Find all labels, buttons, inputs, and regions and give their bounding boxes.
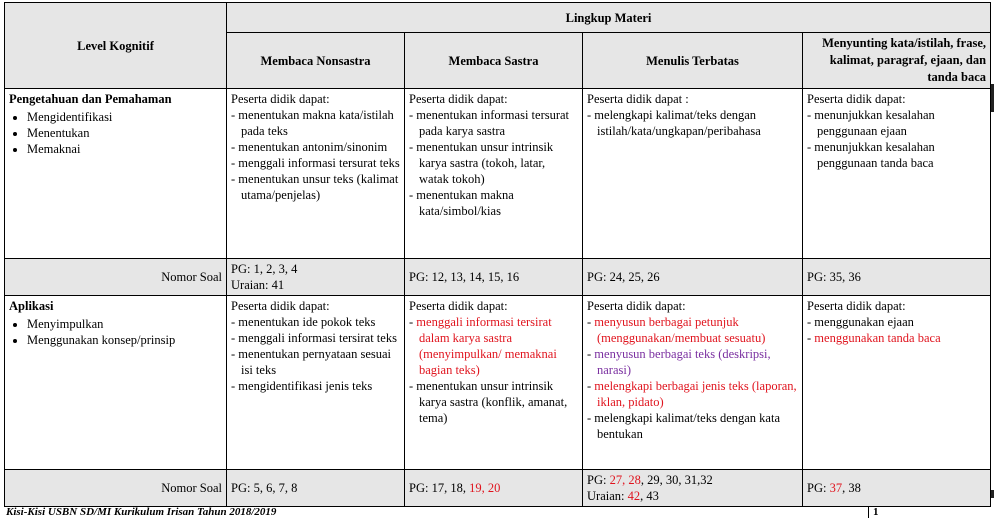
question-numbers: , 38 [842, 481, 861, 495]
level-item: • Menyimpulkan [27, 316, 222, 332]
indicator-text: menggunakan tanda baca [814, 331, 941, 345]
indicator-text: melengkapi berbagai jenis teks (laporan, iklan, pidato) [594, 379, 797, 409]
indicator-text: menggunakan ejaan [814, 315, 914, 329]
materi-cell [227, 296, 405, 470]
nomor-soal-cell [803, 470, 991, 507]
nomor-soal-cell [227, 259, 405, 296]
indicator-list [587, 107, 798, 139]
page-edge-mark [991, 490, 994, 498]
indicator-list [409, 314, 578, 426]
question-numbers: PG: 35, 36 [807, 270, 861, 284]
col-header-membaca-sastra: Membaca Sastra [405, 33, 583, 89]
nomor-soal-cell [227, 470, 405, 507]
indicator-list [587, 314, 798, 442]
indicator-list [409, 107, 578, 219]
materi-cell [405, 296, 583, 470]
indicator-item [587, 314, 798, 346]
lingkup-materi-header: Lingkup Materi [227, 3, 991, 33]
level-kognitif-header: Level Kognitif [5, 3, 227, 89]
indicator-text: menentukan unsur intrinsik karya sastra (konflik, amanat, tema) [416, 379, 568, 425]
content-row [5, 296, 991, 470]
indicator-item [409, 378, 578, 426]
indicator-text: menyusun berbagai petunjuk (menggunakan/membuat sesuatu) [594, 315, 766, 345]
page-edge-mark [991, 84, 994, 112]
question-numbers: 27, 28 [609, 473, 641, 487]
nomor-soal-cell [405, 470, 583, 507]
question-numbers: , 43 [640, 489, 659, 503]
content-row [5, 89, 991, 259]
indicator-text: melengkapi kalimat/teks dengan istilah/kata/ungkapan/peribahasa [594, 108, 761, 138]
indicator-text: menunjukkan kesalahan penggunaan tanda baca [814, 140, 935, 170]
level-cell [5, 296, 227, 470]
question-numbers: PG: [587, 473, 610, 487]
kisi-kisi-table [4, 2, 991, 507]
nomor-soal-row [5, 259, 991, 296]
level-item: • Menentukan [27, 125, 222, 141]
indicator-list [231, 314, 400, 394]
indicator-item [409, 187, 578, 219]
indicator-text: menentukan unsur intrinsik karya sastra (tokoh, latar, watak tokoh) [416, 140, 554, 186]
cell-intro: Peserta didik dapat: [409, 299, 508, 313]
level-title: Pengetahuan dan Pemahaman [9, 92, 172, 106]
question-numbers: PG: 24, 25, 26 [587, 270, 660, 284]
indicator-text: menunjukkan kesalahan penggunaan ejaan [814, 108, 935, 138]
indicator-item [231, 330, 400, 346]
indicator-item [807, 107, 986, 139]
col-header-menulis-terbatas: Menulis Terbatas [583, 33, 803, 89]
indicator-item [231, 155, 400, 171]
indicator-item [807, 314, 986, 330]
indicator-item [409, 107, 578, 139]
nomor-soal-label: Nomor Soal [5, 259, 227, 296]
question-numbers: 37 [829, 481, 843, 495]
question-numbers: PG: [807, 481, 830, 495]
indicator-item [231, 171, 400, 203]
indicator-item [231, 139, 400, 155]
question-numbers: PG: 17, 18, [409, 481, 470, 495]
level-cell [5, 89, 227, 259]
cell-intro: Peserta didik dapat: [587, 299, 686, 313]
nomor-soal-cell [405, 259, 583, 296]
col-header-menyunting: Menyunting kata/istilah, frase, kalimat, paragraf, ejaan, dan tanda baca [803, 33, 991, 89]
question-numbers: , 29, 30, 31,32 [640, 473, 713, 487]
materi-cell [405, 89, 583, 259]
indicator-item [231, 346, 400, 378]
indicator-text: menyusun berbagai teks (deskripsi, narasi) [594, 347, 771, 377]
indicator-item [587, 378, 798, 410]
level-title: Aplikasi [9, 299, 54, 313]
question-numbers: PG: 12, 13, 14, 15, 16 [409, 270, 520, 284]
materi-cell [583, 296, 803, 470]
cell-intro: Peserta didik dapat: [807, 299, 906, 313]
cell-intro: Peserta didik dapat: [231, 299, 330, 313]
question-numbers: Uraian: [587, 489, 628, 503]
level-item: • Mengidentifikasi [27, 109, 222, 125]
question-numbers: 19, 20 [469, 481, 501, 495]
col-header-membaca-nonsastra: Membaca Nonsastra [227, 33, 405, 89]
nomor-soal-cell [583, 470, 803, 507]
indicator-text: menentukan unsur teks (kalimat utama/penjelas) [238, 172, 399, 202]
indicator-item [807, 330, 986, 346]
indicator-text: mengidentifikasi jenis teks [238, 379, 373, 393]
materi-cell [803, 296, 991, 470]
indicator-text: menentukan makna kata/istilah pada teks [238, 108, 394, 138]
question-numbers: PG: 5, 6, 7, 8 [231, 481, 298, 495]
nomor-soal-cell [583, 259, 803, 296]
materi-cell [803, 89, 991, 259]
indicator-text: menggali informasi tersurat teks [238, 156, 400, 170]
indicator-item [587, 107, 798, 139]
nomor-soal-row [5, 470, 991, 507]
indicator-list [807, 314, 986, 346]
level-list [9, 109, 222, 157]
nomor-soal-label: Nomor Soal [5, 470, 227, 507]
indicator-item [587, 346, 798, 378]
indicator-item [231, 378, 400, 394]
level-item: • Memaknai [27, 141, 222, 157]
page-number: 1 [868, 506, 879, 518]
indicator-text: menentukan makna kata/simbol/kias [416, 188, 514, 218]
indicator-text: menentukan pernyataan sesuai isi teks [238, 347, 392, 377]
indicator-text: menggali informasi tersirat dalam karya sastra (menyimpulkan/ memaknai bagian teks) [416, 315, 557, 377]
footer-caption: Kisi-Kisi USBN SD/MI Kurikulum Irisan Tahun 2018/2019 [6, 506, 277, 518]
indicator-item [587, 410, 798, 442]
indicator-item [231, 107, 400, 139]
indicator-item [231, 314, 400, 330]
cell-intro: Peserta didik dapat: [409, 92, 508, 106]
indicator-text: menentukan informasi tersurat pada karya sastra [416, 108, 570, 138]
level-item: • Menggunakan konsep/prinsip [27, 332, 222, 348]
indicator-text: menentukan ide pokok teks [238, 315, 376, 329]
cell-intro: Peserta didik dapat : [587, 92, 689, 106]
indicator-item [807, 139, 986, 171]
question-numbers: 42 [627, 489, 641, 503]
question-numbers: Uraian: 41 [231, 278, 285, 292]
indicator-text: menentukan antonim/sinonim [238, 140, 388, 154]
level-list [9, 316, 222, 348]
nomor-soal-cell [803, 259, 991, 296]
cell-intro: Peserta didik dapat: [231, 92, 330, 106]
materi-cell [583, 89, 803, 259]
indicator-text: melengkapi kalimat/teks dengan kata bentukan [594, 411, 780, 441]
materi-cell [227, 89, 405, 259]
indicator-item [409, 314, 578, 378]
indicator-text: menggali informasi tersirat teks [238, 331, 397, 345]
indicator-list [807, 107, 986, 171]
indicator-item [409, 139, 578, 187]
indicator-list [231, 107, 400, 203]
cell-intro: Peserta didik dapat: [807, 92, 906, 106]
question-numbers: PG: 1, 2, 3, 4 [231, 262, 298, 276]
